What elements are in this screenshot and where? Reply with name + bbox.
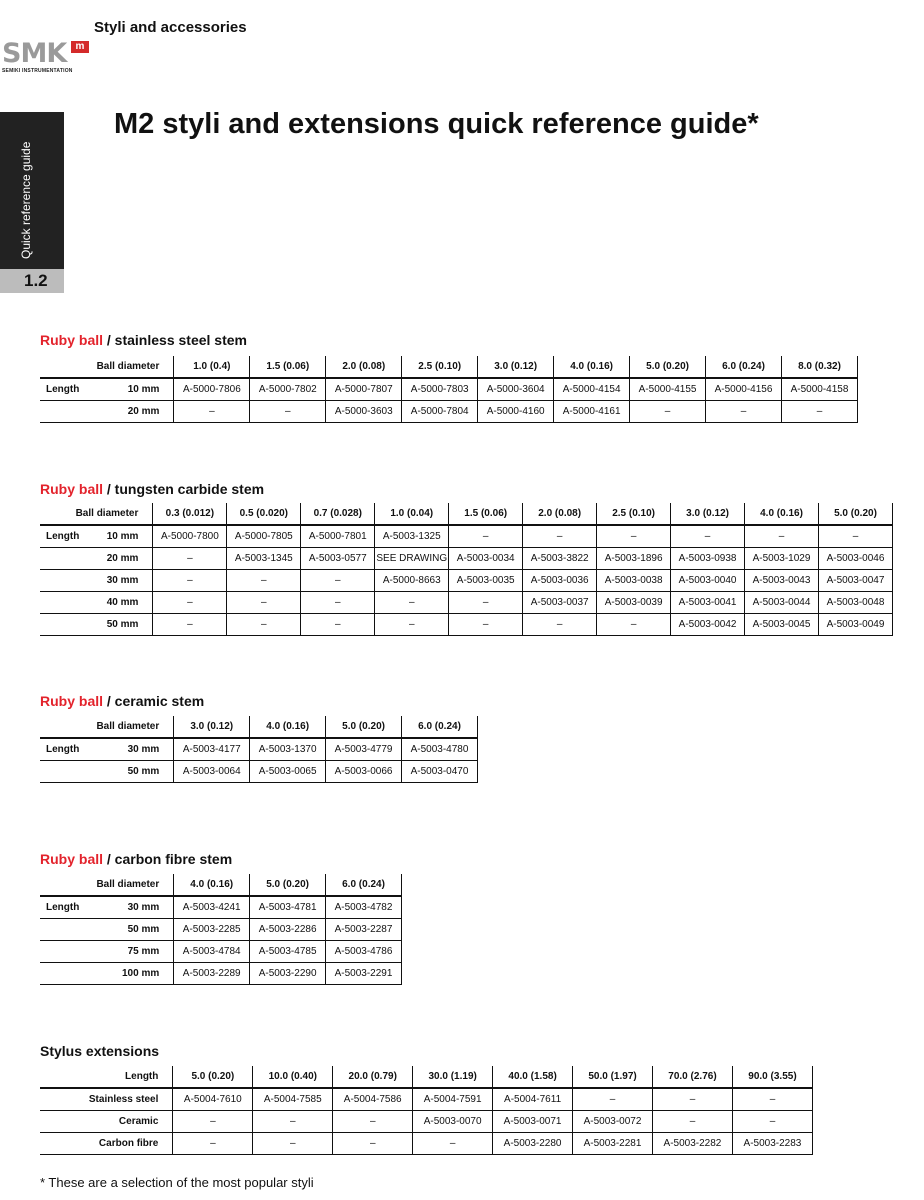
column-header: 5.0 (0.20) [250, 874, 326, 896]
column-header: 90.0 (3.55) [732, 1066, 812, 1088]
part-number-cell: – [671, 525, 745, 547]
column-header: 2.5 (0.10) [402, 356, 478, 378]
part-number-cell: A-5003-0039 [597, 591, 671, 613]
row-group-label: Length [40, 378, 116, 400]
part-number-cell: A-5003-4782 [326, 896, 402, 918]
part-number-cell: – [630, 400, 706, 422]
part-number-cell: A-5003-4786 [326, 940, 402, 962]
header-row [40, 356, 858, 378]
row-label: 30 mm [116, 896, 174, 918]
part-number-cell: A-5003-2285 [174, 918, 250, 940]
part-number-cell: A-5000-7804 [402, 400, 478, 422]
table-row [40, 525, 893, 547]
table-row [40, 569, 893, 591]
table-tungsten-carbide-stem [40, 503, 893, 636]
part-number-cell: – [375, 613, 449, 635]
part-number-cell: – [253, 1132, 333, 1154]
part-number-cell: A-5003-4781 [250, 896, 326, 918]
row-group-label: Length [40, 896, 116, 918]
part-number-cell: A-5003-2280 [493, 1132, 573, 1154]
side-tab [0, 112, 64, 269]
table-ceramic-stem [40, 716, 478, 783]
part-number-cell: – [173, 1110, 253, 1132]
part-number-cell: A-5004-7591 [413, 1088, 493, 1110]
part-number-cell: – [745, 525, 819, 547]
header-corner-label: Ball diameter [40, 356, 174, 378]
side-tab-number: 1.2 [0, 269, 64, 293]
row-group-label [40, 400, 116, 422]
part-number-cell: A-5000-4160 [478, 400, 554, 422]
section-title-carbon-fibre [40, 851, 232, 867]
part-number-cell: A-5000-3604 [478, 378, 554, 400]
part-number-cell: A-5003-0043 [745, 569, 819, 591]
row-label: 40 mm [90, 591, 153, 613]
part-number-cell: A-5000-7802 [250, 378, 326, 400]
table-row [40, 918, 402, 940]
part-number-cell: A-5003-3822 [523, 547, 597, 569]
part-number-cell: – [333, 1132, 413, 1154]
header-corner-label: Ball diameter [40, 716, 174, 738]
part-number-cell: – [573, 1088, 653, 1110]
part-number-cell: – [227, 569, 301, 591]
part-number-cell: – [375, 591, 449, 613]
part-number-cell: A-5003-4779 [326, 738, 402, 760]
column-header: 3.0 (0.12) [671, 503, 745, 525]
header-corner-label: Ball diameter [40, 874, 174, 896]
part-number-cell: – [732, 1088, 812, 1110]
part-number-cell: A-5000-8663 [375, 569, 449, 591]
smk-logo [2, 40, 92, 76]
part-number-cell: – [301, 569, 375, 591]
part-number-cell: – [653, 1088, 733, 1110]
part-number-cell: A-5003-1029 [745, 547, 819, 569]
section-title-ceramic [40, 693, 204, 709]
column-header: 4.0 (0.16) [554, 356, 630, 378]
row-group-label [40, 613, 90, 635]
column-header: 50.0 (1.97) [573, 1066, 653, 1088]
part-number-cell: A-5003-0047 [819, 569, 893, 591]
part-number-cell: A-5003-0072 [573, 1110, 653, 1132]
table-row [40, 1088, 813, 1110]
header-corner-label: Ball diameter [40, 503, 153, 525]
section-title-rest: Stylus extensions [40, 1043, 160, 1059]
column-header: 6.0 (0.24) [402, 716, 478, 738]
row-label: Ceramic [40, 1110, 173, 1132]
part-number-cell: A-5003-0036 [523, 569, 597, 591]
column-header: 4.0 (0.16) [745, 503, 819, 525]
row-label: 20 mm [116, 400, 174, 422]
part-number-cell: – [253, 1110, 333, 1132]
part-number-cell: A-5000-4156 [706, 378, 782, 400]
part-number-cell: A-5003-2282 [653, 1132, 733, 1154]
part-number-cell: – [301, 613, 375, 635]
column-header: 70.0 (2.76) [653, 1066, 733, 1088]
section-title-accent: Ruby ball [40, 693, 104, 709]
table-row [40, 547, 893, 569]
part-number-cell: – [153, 613, 227, 635]
table-row [40, 896, 402, 918]
column-header: 2.0 (0.08) [523, 503, 597, 525]
table-row [40, 760, 478, 782]
section-title-accent: Ruby ball [40, 851, 104, 867]
column-header: 5.0 (0.20) [173, 1066, 253, 1088]
table-row [40, 591, 893, 613]
column-header: 0.7 (0.028) [301, 503, 375, 525]
part-number-cell: A-5004-7585 [253, 1088, 333, 1110]
part-number-cell: A-5000-4158 [782, 378, 858, 400]
table-row [40, 378, 858, 400]
row-group-label [40, 962, 116, 984]
part-number-cell: A-5000-7801 [301, 525, 375, 547]
part-number-cell: A-5003-0044 [745, 591, 819, 613]
part-number-cell: – [706, 400, 782, 422]
header-title: Styli and accessories [94, 19, 247, 36]
column-header: 4.0 (0.16) [250, 716, 326, 738]
part-number-cell: – [449, 591, 523, 613]
table-carbon-fibre-stem [40, 874, 402, 985]
part-number-cell: A-5003-0070 [413, 1110, 493, 1132]
part-number-cell: A-5003-0049 [819, 613, 893, 635]
row-group-label [40, 918, 116, 940]
part-number-cell: A-5003-0065 [250, 760, 326, 782]
row-label: 30 mm [116, 738, 174, 760]
part-number-cell: A-5003-0042 [671, 613, 745, 635]
part-number-cell: A-5003-1325 [375, 525, 449, 547]
part-number-cell: A-5003-0034 [449, 547, 523, 569]
header-row [40, 1066, 813, 1088]
part-number-cell: A-5000-3603 [326, 400, 402, 422]
part-number-cell: A-5004-7611 [493, 1088, 573, 1110]
footnote: * These are a selection of the most popular styli [40, 1175, 314, 1190]
row-label: Carbon fibre [40, 1132, 173, 1154]
row-label: Stainless steel [40, 1088, 173, 1110]
part-number-cell: A-5004-7610 [173, 1088, 253, 1110]
header-row [40, 874, 402, 896]
part-number-cell: A-5003-2290 [250, 962, 326, 984]
column-header: 3.0 (0.12) [478, 356, 554, 378]
logo-badge: m [71, 41, 89, 53]
part-number-cell: A-5003-2281 [573, 1132, 653, 1154]
part-number-cell: A-5003-2283 [732, 1132, 812, 1154]
part-number-cell: – [782, 400, 858, 422]
row-label: 10 mm [90, 525, 153, 547]
part-number-cell: A-5003-0037 [523, 591, 597, 613]
column-header: 3.0 (0.12) [174, 716, 250, 738]
part-number-cell: A-5003-0041 [671, 591, 745, 613]
section-title-rest: / carbon fibre stem [103, 851, 233, 867]
part-number-cell: – [153, 591, 227, 613]
column-header: 2.5 (0.10) [597, 503, 671, 525]
column-header: 0.5 (0.020) [227, 503, 301, 525]
part-number-cell: A-5003-0038 [597, 569, 671, 591]
part-number-cell: A-5003-4241 [174, 896, 250, 918]
part-number-cell: A-5000-7805 [227, 525, 301, 547]
part-number-cell: – [523, 613, 597, 635]
row-label: 30 mm [90, 569, 153, 591]
part-number-cell: – [173, 1132, 253, 1154]
table-row [40, 962, 402, 984]
section-title-stainless-steel [40, 332, 247, 348]
row-label: 75 mm [116, 940, 174, 962]
part-number-cell: A-5003-0045 [745, 613, 819, 635]
column-header: 30.0 (1.19) [413, 1066, 493, 1088]
section-title-stylus-extensions [40, 1043, 159, 1059]
part-number-cell: A-5003-0071 [493, 1110, 573, 1132]
row-group-label [40, 940, 116, 962]
column-header: 5.0 (0.20) [326, 716, 402, 738]
table-row [40, 400, 858, 422]
table-row [40, 738, 478, 760]
part-number-cell: – [732, 1110, 812, 1132]
column-header: 1.0 (0.4) [174, 356, 250, 378]
part-number-cell: – [449, 613, 523, 635]
section-title-tungsten-carbide [40, 481, 264, 497]
part-number-cell: A-5003-2287 [326, 918, 402, 940]
part-number-cell: A-5003-0035 [449, 569, 523, 591]
part-number-cell: A-5000-4155 [630, 378, 706, 400]
part-number-cell: – [597, 613, 671, 635]
row-group-label [40, 569, 90, 591]
part-number-cell: A-5000-7807 [326, 378, 402, 400]
row-label: 50 mm [90, 613, 153, 635]
part-number-cell: – [227, 613, 301, 635]
part-number-cell: A-5000-7803 [402, 378, 478, 400]
part-number-cell: A-5003-4780 [402, 738, 478, 760]
column-header: 0.3 (0.012) [153, 503, 227, 525]
section-title-accent: Ruby ball [40, 481, 104, 497]
column-header: 5.0 (0.20) [630, 356, 706, 378]
column-header: 2.0 (0.08) [326, 356, 402, 378]
table-stainless-steel-stem [40, 356, 858, 423]
part-number-cell: – [819, 525, 893, 547]
part-number-cell: – [153, 547, 227, 569]
part-number-cell: A-5003-4785 [250, 940, 326, 962]
column-header: 8.0 (0.32) [782, 356, 858, 378]
part-number-cell: A-5000-7806 [174, 378, 250, 400]
row-group-label: Length [40, 738, 116, 760]
table-row [40, 1110, 813, 1132]
part-number-cell: – [250, 400, 326, 422]
row-label: 50 mm [116, 760, 174, 782]
part-number-cell: A-5003-0938 [671, 547, 745, 569]
section-title-rest: / ceramic stem [103, 693, 205, 709]
part-number-cell: A-5003-0470 [402, 760, 478, 782]
column-header: 1.0 (0.04) [375, 503, 449, 525]
section-title-accent: Ruby ball [40, 332, 104, 348]
row-label: 20 mm [90, 547, 153, 569]
column-header: 5.0 (0.20) [819, 503, 893, 525]
part-number-cell: A-5003-1345 [227, 547, 301, 569]
table-row [40, 613, 893, 635]
column-header: 1.5 (0.06) [449, 503, 523, 525]
section-title-rest: / tungsten carbide stem [103, 481, 265, 497]
part-number-cell: – [449, 525, 523, 547]
part-number-cell: A-5003-2286 [250, 918, 326, 940]
row-group-label [40, 591, 90, 613]
part-number-cell: A-5003-4177 [174, 738, 250, 760]
side-tab-label: Quick reference guide [19, 141, 33, 259]
part-number-cell: A-5000-7800 [153, 525, 227, 547]
column-header: 6.0 (0.24) [706, 356, 782, 378]
column-header: 6.0 (0.24) [326, 874, 402, 896]
part-number-cell: A-5004-7586 [333, 1088, 413, 1110]
header-row [40, 503, 893, 525]
part-number-cell: A-5003-4784 [174, 940, 250, 962]
column-header: 10.0 (0.40) [253, 1066, 333, 1088]
part-number-cell: A-5003-2289 [174, 962, 250, 984]
part-number-cell: A-5003-0048 [819, 591, 893, 613]
part-number-cell: – [301, 591, 375, 613]
section-title-rest: / stainless steel stem [103, 332, 247, 348]
column-header: 20.0 (0.79) [333, 1066, 413, 1088]
table-stylus-extensions [40, 1066, 813, 1155]
part-number-cell: A-5003-0066 [326, 760, 402, 782]
row-group-label: Length [40, 525, 90, 547]
header-row [40, 716, 478, 738]
logo-subtitle: SEMIKI INSTRUMENTATION [2, 68, 73, 74]
part-number-cell: SEE DRAWING [375, 547, 449, 569]
part-number-cell: A-5003-0046 [819, 547, 893, 569]
part-number-cell: A-5003-1370 [250, 738, 326, 760]
row-group-label [40, 547, 90, 569]
part-number-cell: A-5003-0040 [671, 569, 745, 591]
part-number-cell: – [333, 1110, 413, 1132]
column-header: 40.0 (1.58) [493, 1066, 573, 1088]
column-header: 1.5 (0.06) [250, 356, 326, 378]
page-title: M2 styli and extensions quick reference guide* [114, 108, 759, 140]
part-number-cell: A-5003-2291 [326, 962, 402, 984]
table-row [40, 940, 402, 962]
row-label: 100 mm [116, 962, 174, 984]
header-corner-label: Length [40, 1066, 173, 1088]
part-number-cell: A-5003-1896 [597, 547, 671, 569]
row-label: 10 mm [116, 378, 174, 400]
part-number-cell: A-5003-0577 [301, 547, 375, 569]
part-number-cell: – [597, 525, 671, 547]
part-number-cell: – [174, 400, 250, 422]
column-header: 4.0 (0.16) [174, 874, 250, 896]
part-number-cell: – [153, 569, 227, 591]
logo-wordmark: SMK [2, 38, 67, 69]
row-group-label [40, 760, 116, 782]
part-number-cell: – [227, 591, 301, 613]
part-number-cell: – [413, 1132, 493, 1154]
part-number-cell: A-5000-4154 [554, 378, 630, 400]
table-row [40, 1132, 813, 1154]
part-number-cell: – [523, 525, 597, 547]
part-number-cell: A-5000-4161 [554, 400, 630, 422]
part-number-cell: – [653, 1110, 733, 1132]
part-number-cell: A-5003-0064 [174, 760, 250, 782]
row-label: 50 mm [116, 918, 174, 940]
